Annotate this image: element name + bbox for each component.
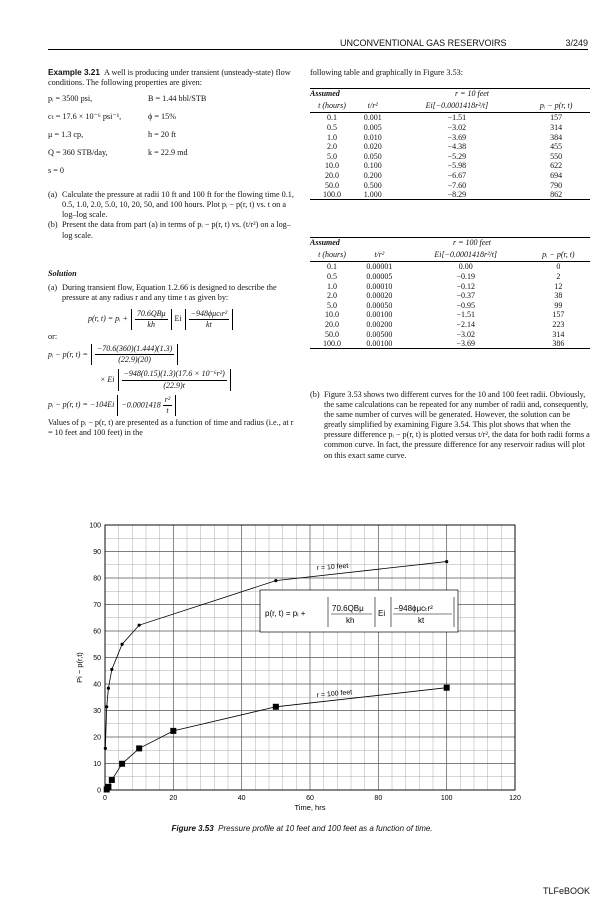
- data-point-dot: [138, 624, 141, 627]
- table-header: Ei[−0.0001418r²/t]: [425, 100, 489, 110]
- eq1-num: 70.6QBμ: [135, 309, 168, 320]
- property-left: μ = 1.3 cp,: [48, 130, 84, 140]
- property-left: s = 0: [48, 166, 64, 176]
- solution-b-text: Figure 3.53 shows two different curves for the 10 and 100 feet radii. Obviously, the same calculations can be repeated for any number of radii and, consequently, the same number of curves will be generated. However, the solution can be greatly simplified by examining Figure 3.54. This plot shows that when the pressure difference pᵢ − p(r, t) is plotted versus t/r², the data for both radii forms a common curve. In fact, the pressure difference for any reservoir radius will plot on this exact same curve.: [324, 390, 590, 460]
- table-cell: 0.500: [363, 180, 382, 190]
- page-number: 3/249: [565, 38, 588, 48]
- table-header: pᵢ − p(r, t): [539, 100, 573, 110]
- table-row: [310, 262, 590, 272]
- table-title-row: [310, 238, 590, 248]
- y-tick-label: 10: [93, 761, 101, 768]
- data-point-dot: [445, 560, 448, 563]
- eq1-bracket-2: [185, 309, 234, 330]
- table-cell: 0.00100: [366, 339, 393, 349]
- figure-caption: [0, 824, 604, 833]
- table-title: r = 10 feet: [454, 89, 490, 99]
- table-cell: 455: [550, 142, 563, 152]
- table-row: [310, 132, 590, 142]
- data-point-dot: [274, 579, 277, 582]
- table-cell: −0.37: [456, 291, 475, 301]
- solution-heading: Solution: [48, 268, 77, 278]
- task-list: [48, 190, 296, 240]
- table-cell: 50.0: [325, 329, 339, 339]
- table-cell: 0.00005: [366, 271, 393, 281]
- x-tick-label: 60: [306, 795, 314, 802]
- solution-a-text: During transient flow, Equation 1.2.66 is designed to describe the pressure at any radius r and any time t as given by:: [62, 282, 277, 302]
- table-cell: 0.1: [327, 113, 337, 123]
- equation-2: [48, 344, 296, 365]
- table-cell: −5.29: [447, 151, 467, 161]
- table-body: [310, 113, 590, 200]
- series-line-r10: [105, 562, 446, 749]
- solution-b-label: (b): [310, 390, 320, 399]
- task-text: Calculate the pressure at radii 10 ft and 100 ft for the flowing time 0.1, 0.5, 1.0, 2.0, 5.0, 10, 20, 50, and 100 hours. Plot pᵢ − p(r, t) vs. t on a log–log scale.: [62, 190, 294, 220]
- eq4-bracket: [117, 395, 176, 416]
- table-cell: −3.02: [447, 122, 467, 132]
- series-label-r100: r = 100 feet: [316, 689, 353, 700]
- table-cell: 622: [550, 161, 563, 171]
- data-point-square: [444, 685, 450, 691]
- table-cell: 100.0: [323, 339, 341, 349]
- x-tick-label: 20: [169, 795, 178, 802]
- series-line-r100: [107, 688, 447, 790]
- property-left: Q = 360 STB/day,: [48, 148, 108, 158]
- solution-b: [310, 390, 590, 461]
- table-cell: 1.0: [327, 281, 337, 291]
- data-point-square: [273, 704, 279, 710]
- table-cell: 0.050: [363, 151, 382, 161]
- y-tick-label: 20: [93, 734, 101, 742]
- data-point-square: [105, 784, 111, 790]
- property-row: [48, 94, 296, 112]
- table-cell: 2: [556, 271, 561, 281]
- eq4-mid: −0.0001418: [121, 400, 161, 410]
- property-row: [48, 130, 296, 148]
- table-cell: 0.020: [363, 142, 382, 152]
- data-point-square: [170, 728, 176, 734]
- table-cell: −5.98: [447, 161, 467, 171]
- table-cell: 1.0: [327, 132, 337, 142]
- table-cell: 2.0: [327, 142, 337, 152]
- example-intro: [48, 68, 296, 88]
- x-tick-label: 100: [440, 795, 453, 802]
- table-cell: −4.38: [447, 142, 467, 152]
- x-tick-label: 120: [509, 795, 521, 802]
- x-tick-label: 0: [103, 795, 107, 802]
- table-row: [310, 291, 590, 301]
- table-cell: 99: [554, 300, 563, 310]
- table-row: [310, 329, 590, 339]
- table-cell: 0.005: [363, 122, 382, 132]
- table-cell: −3.69: [447, 132, 467, 142]
- table-cell: 100.0: [323, 190, 341, 200]
- table-cell: 0: [556, 262, 561, 272]
- eq4-den: t: [166, 405, 169, 415]
- y-tick-label: 90: [93, 549, 101, 556]
- table-cell: 0.00: [458, 262, 473, 272]
- table-cell: 0.00050: [366, 300, 393, 310]
- eq1-bracket-1: [131, 309, 172, 330]
- table-cell: 314: [550, 122, 563, 132]
- property-right: B = 1.44 bbl/STB: [148, 94, 207, 104]
- data-point-square: [119, 761, 125, 767]
- anno-ei: Ei: [378, 609, 386, 618]
- caption-label: Figure 3.53: [171, 824, 214, 833]
- solution-a-label: (a): [48, 282, 58, 292]
- table-header: t (hours): [318, 249, 346, 259]
- eq1-num2: −948ϕμcₜr²: [189, 309, 230, 320]
- table-header: t/r²: [367, 100, 378, 110]
- left-column: [48, 68, 296, 438]
- running-header-title: UNCONVENTIONAL GAS RESERVOIRS: [340, 38, 507, 48]
- table-cell: 790: [550, 180, 563, 190]
- y-tick-label: 60: [93, 628, 101, 636]
- pressure-profile-chart: [60, 515, 530, 820]
- table-cell: −0.19: [456, 271, 475, 281]
- anno-lhs: p(r, t) = pᵢ +: [265, 609, 306, 618]
- table-title-row: [310, 89, 590, 99]
- table-cell: −3.69: [456, 339, 475, 349]
- eq2-num: −70.6(360)(1.444)(1.3): [95, 344, 174, 355]
- table-cell: 2.0: [327, 291, 337, 301]
- table-cell: 38: [554, 291, 563, 301]
- chart-grid: [105, 525, 515, 790]
- table-cell: −1.51: [447, 113, 467, 123]
- table-cell: 0.00200: [366, 319, 393, 329]
- table-row: [310, 339, 590, 349]
- table-row: [310, 142, 590, 152]
- eq2-bracket: [91, 344, 178, 365]
- table-row: [310, 180, 590, 190]
- property-right: k = 22.9 md: [148, 148, 188, 158]
- table-header: pᵢ − p(r, t): [542, 249, 575, 259]
- task-item: [48, 220, 296, 240]
- eq3-den: (22.9)t: [163, 380, 185, 390]
- property-right: h = 20 ft: [148, 130, 177, 140]
- table-cell: 0.001: [363, 113, 382, 123]
- table-row: [310, 310, 590, 320]
- right-column: [310, 68, 590, 78]
- example-intro-text: A well is producing under transient (unsteady-state) flow conditions. The following properties are given:: [48, 68, 291, 88]
- chart-tick-labels: [89, 523, 521, 803]
- table-row: [310, 281, 590, 291]
- table-row: [310, 161, 590, 171]
- table-cell: −8.29: [447, 190, 467, 200]
- table-row: [310, 123, 590, 133]
- equation-4: [48, 395, 296, 416]
- data-point-square: [109, 777, 115, 783]
- data-point-dot: [110, 668, 113, 671]
- y-axis-label: Pi − p(r,t): [75, 652, 84, 683]
- table-row: [310, 190, 590, 200]
- eq1-den: kh: [147, 320, 155, 330]
- eq2-den: (22.9)(20): [118, 355, 151, 365]
- table-body: [310, 262, 590, 349]
- running-header: [340, 38, 588, 48]
- table-cell: 314: [552, 329, 565, 339]
- table-cell: 50.0: [325, 180, 339, 190]
- table-cell: 223: [552, 319, 565, 329]
- table-row: [310, 320, 590, 330]
- property-list: [48, 94, 296, 184]
- table-cell: 0.00500: [366, 329, 393, 339]
- data-point-square: [136, 745, 142, 751]
- property-row: [48, 112, 296, 130]
- eq3-num: −948(0.15)(1.3)(17.6 × 10⁻⁶r²): [122, 369, 227, 380]
- table-cell: −2.14: [456, 319, 475, 329]
- anno-num1: 70.6QBμ: [332, 604, 364, 613]
- header-rule: [48, 49, 588, 50]
- table-cell: 0.00100: [366, 310, 393, 320]
- x-axis-label: Time, hrs: [294, 803, 326, 812]
- table-cell: 694: [550, 170, 563, 180]
- eq1-den2: kt: [206, 320, 212, 330]
- table-cell: 384: [550, 132, 563, 142]
- eq3-bracket: [118, 369, 231, 390]
- eq4-num: r²: [163, 395, 173, 406]
- property-row: [48, 166, 296, 184]
- y-tick-label: 0: [97, 787, 101, 795]
- y-tick-label: 40: [93, 681, 101, 689]
- x-tick-label: 80: [374, 795, 383, 802]
- table-cell: 0.100: [363, 161, 382, 171]
- table-title: r = 100 feet: [452, 238, 492, 248]
- data-point-dot: [107, 687, 110, 690]
- y-tick-label: 80: [93, 575, 101, 583]
- table-assumed: Assumed: [310, 238, 340, 248]
- footer-brand: TLFeBOOK: [542, 886, 590, 896]
- solution-after-text: Values of pᵢ − p(r, t) are presented as a function of time and radius (i.e., at r = 10 feet and 100 feet) in the: [48, 417, 294, 437]
- data-point-dot: [105, 705, 108, 708]
- table-header: Ei[−0.0001418r²/t]: [434, 249, 498, 259]
- right-intro: following table and graphically in Figure 3.53:: [310, 68, 464, 77]
- eq1-ei: Ei: [174, 314, 182, 324]
- table-cell: 0.200: [363, 170, 382, 180]
- table-row: [310, 171, 590, 181]
- eq2-lhs: pᵢ − p(r, t) =: [48, 349, 88, 359]
- table-header: t/r²: [374, 249, 385, 259]
- table-row: [310, 151, 590, 161]
- task-text: Present the data from part (a) in terms of pᵢ − p(r, t) vs. (t/r²) on a log–log scale.: [62, 220, 291, 240]
- table-cell: −0.95: [456, 300, 475, 310]
- property-left: pᵢ = 3500 psi,: [48, 94, 93, 104]
- table-cell: 0.00010: [366, 281, 393, 291]
- table-cell: −0.12: [456, 281, 475, 291]
- table-cell: 157: [552, 310, 565, 320]
- table-cell: 10.0: [325, 310, 339, 320]
- chart-equation-box: [260, 590, 458, 632]
- table-cell: 386: [552, 339, 565, 349]
- table-cell: 0.00001: [366, 262, 393, 272]
- y-tick-label: 70: [93, 602, 101, 609]
- y-tick-label: 50: [93, 655, 101, 662]
- table-cell: −7.60: [447, 180, 467, 190]
- table-cell: 157: [550, 113, 563, 123]
- table-cell: 0.5: [327, 122, 337, 132]
- table-cell: 0.1: [327, 262, 337, 272]
- table-assumed: Assumed: [310, 89, 340, 99]
- table-cell: 0.5: [327, 271, 337, 281]
- property-right: ϕ = 15%: [148, 112, 177, 122]
- or-text: or:: [48, 332, 58, 342]
- table-cell: −3.02: [456, 329, 475, 339]
- table-row: [310, 113, 590, 123]
- table-cell: −6.67: [447, 170, 467, 180]
- eq1-lhs: p(r, t) = pᵢ +: [88, 314, 128, 324]
- solution-a: [48, 283, 296, 303]
- table-r100: [310, 237, 590, 349]
- table-cell: −1.51: [456, 310, 475, 320]
- property-left: cₜ = 17.6 × 10⁻⁶ psi⁻¹,: [48, 112, 122, 122]
- table-cell: 0.010: [363, 132, 382, 142]
- table-r10: [310, 88, 590, 200]
- table-cell: 20.0: [325, 170, 339, 180]
- table-header-row: [310, 99, 590, 113]
- table-cell: 550: [550, 151, 563, 161]
- equation-3: [100, 369, 296, 390]
- equation-1: [88, 309, 296, 330]
- eq3-lhs: × Ei: [100, 374, 115, 384]
- table-row: [310, 272, 590, 282]
- table-cell: 0.00020: [366, 291, 393, 301]
- eq4-lhs: pᵢ − p(r, t) = −104Ei: [48, 400, 115, 410]
- x-tick-label: 40: [237, 795, 246, 802]
- table-cell: 20.0: [325, 319, 339, 329]
- table-cell: 1.000: [363, 190, 382, 200]
- task-label: (b): [48, 220, 58, 230]
- series-label-r10: r = 10 feet: [316, 562, 349, 573]
- data-point-dot: [104, 747, 107, 750]
- property-row: [48, 148, 296, 166]
- y-tick-label: 100: [89, 522, 101, 530]
- task-item: [48, 190, 296, 220]
- anno-den2: kt: [418, 616, 425, 625]
- data-point-dot: [120, 643, 123, 646]
- example-label: Example 3.21: [48, 68, 100, 77]
- table-cell: 5.0: [327, 300, 337, 310]
- table-cell: 862: [550, 190, 563, 200]
- anno-num2: −948ϕμcₜr²: [394, 604, 433, 613]
- table-cell: 5.0: [327, 151, 337, 161]
- caption-text: Pressure profile at 10 feet and 100 feet as a function of time.: [218, 824, 433, 833]
- task-label: (a): [48, 190, 58, 200]
- table-cell: 10.0: [325, 161, 339, 171]
- table-row: [310, 300, 590, 310]
- table-cell: 12: [554, 281, 563, 291]
- anno-den1: kh: [346, 616, 355, 625]
- table-header: t (hours): [318, 100, 346, 110]
- y-tick-label: 30: [93, 708, 101, 715]
- table-header-row: [310, 248, 590, 262]
